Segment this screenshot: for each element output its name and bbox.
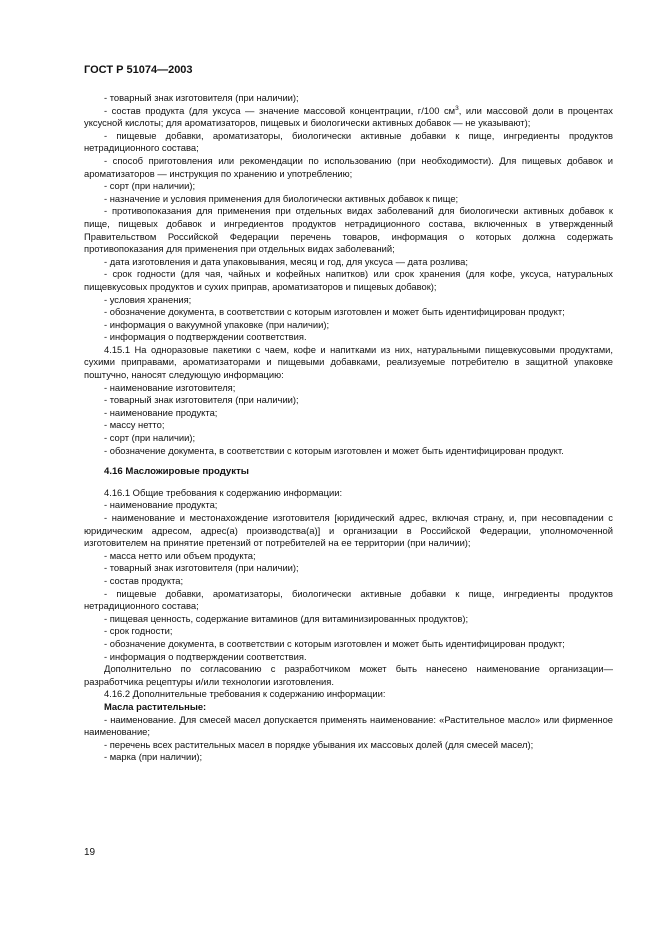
- paragraph: - обозначение документа, в соответствии с которым изготовлен и может быть идентифицирован продукт;: [104, 637, 565, 649]
- paragraph: - пищевые добавки, ароматизаторы, биологически активные добавки к пище, ингредиенты продуктов нетрадиционного состава;: [84, 587, 613, 612]
- paragraph: - наименование. Для смесей масел допускается применять наименование: «Растительное масло» или фирменное наименование;: [84, 713, 613, 738]
- paragraph: - товарный знак изготовителя (при наличии);: [104, 562, 299, 574]
- paragraph: 4.16.2 Дополнительные требования к содержанию информации:: [104, 688, 386, 700]
- page-number: 19: [84, 847, 96, 858]
- paragraph: 4.15.1 На одноразовые пакетики с чаем, кофе и напитками из них, натуральными пищевкусовыми продуктами, сухими приправами, ароматизаторами и пищевыми добавками, реализуемые потребителю в защитной упаковке поштучно, наносят следующую информацию:: [84, 343, 613, 381]
- document-header: ГОСТ Р 51074—2003: [84, 64, 193, 76]
- paragraph: - обозначение документа, в соответствии с которым изготовлен и может быть идентифицирован продукт;: [104, 306, 565, 318]
- superscript: 3: [455, 104, 459, 112]
- paragraph: - товарный знак изготовителя (при наличии);: [104, 394, 299, 406]
- paragraph: - наименование и местонахождение изготовителя [юридический адрес, включая страну, и, при несовпадении с юридическим адресом, адрес(а) производства(а)] и организации в Российской Федерации, уполномоченной изготовителем на принятие претензий от потребителей на ее территории (при наличии);: [84, 512, 613, 549]
- paragraph: - обозначение документа, в соответствии с которым изготовлен и может быть идентифицирован продукт.: [104, 444, 564, 456]
- paragraph: 4.16.1 Общие требования к содержанию информации:: [104, 486, 343, 498]
- paragraph: - срок годности (для чая, чайных и кофейных напитков) или срок хранения (для кофе, уксуса, натуральных пищевкусовых продуктов и сухих приправ, ароматизаторов и пищевых добавок);: [84, 268, 613, 292]
- paragraph: - пищевые добавки, ароматизаторы, биологически активные добавки к пище, ингредиенты продуктов нетрадиционного состава;: [84, 129, 613, 154]
- paragraph: - состав продукта (для уксуса — значение массовой концентрации, г/100 $см^3$, или массовой доли в процентах уксусной кислоты; для ароматизаторов, пищевых и биологически активных добавок — не указывают);: [84, 104, 613, 129]
- paragraph: - дата изготовления и дата упаковывания, месяц и год, для уксуса — дата розлива;: [104, 255, 468, 267]
- paragraph: - информация о подтверждении соответствия.: [104, 331, 307, 343]
- paragraph: - товарный знак изготовителя (при наличии);: [104, 92, 299, 103]
- subheading: Масла растительные:: [104, 700, 207, 712]
- paragraph: - информация о вакуумной упаковке (при наличии);: [104, 318, 330, 330]
- page-body: [84, 92, 613, 764]
- paragraph: Дополнительно по согласованию с разработчиком может быть нанесено наименование организации—разработчика рецептуры и/или технологии изготовления.: [84, 663, 613, 687]
- paragraph: - сорт (при наличии);: [104, 432, 196, 444]
- paragraph: - масса нетто или объем продукта;: [104, 549, 256, 561]
- paragraph: - способ приготовления или рекомендации по использованию (при необходимости). Для пищевых добавок и ароматизаторов — инструкция по хранению и употреблению;: [84, 154, 613, 179]
- paragraph: - назначение и условия применения для биологически активных добавок к пище;: [104, 192, 459, 204]
- paragraph: - противопоказания для применения при отдельных видах заболеваний для биологически активных добавок к пище, пищевых добавок и ингредиентов продуктов нетрадиционного состава, включенных в утвержденный Правительством Российской Федерации перечень товаров, информация о которых должна содержать противопоказания для применения при отдельных видах заболеваний;: [84, 205, 613, 255]
- paragraph: - массу нетто;: [104, 419, 165, 431]
- paragraph: - срок годности;: [104, 625, 173, 637]
- section-heading: 4.16 Масложировые продукты: [104, 466, 249, 478]
- paragraph: - условия хранения;: [104, 293, 192, 305]
- paragraph: - состав продукта;: [104, 574, 184, 586]
- paragraph: - перечень всех растительных масел в порядке убывания их массовых долей (для смесей масел);: [104, 738, 534, 750]
- paragraph: - марка (при наличии);: [104, 751, 203, 763]
- paragraph: - наименование продукта;: [104, 499, 218, 511]
- paragraph: - наименование изготовителя;: [104, 381, 236, 393]
- paragraph: - наименование продукта;: [104, 406, 218, 418]
- paragraph: - пищевая ценность, содержание витаминов (для витаминизированных продуктов);: [104, 612, 469, 624]
- paragraph: - информация о подтверждении соответствия.: [104, 650, 307, 662]
- paragraph: - сорт (при наличии);: [104, 180, 196, 192]
